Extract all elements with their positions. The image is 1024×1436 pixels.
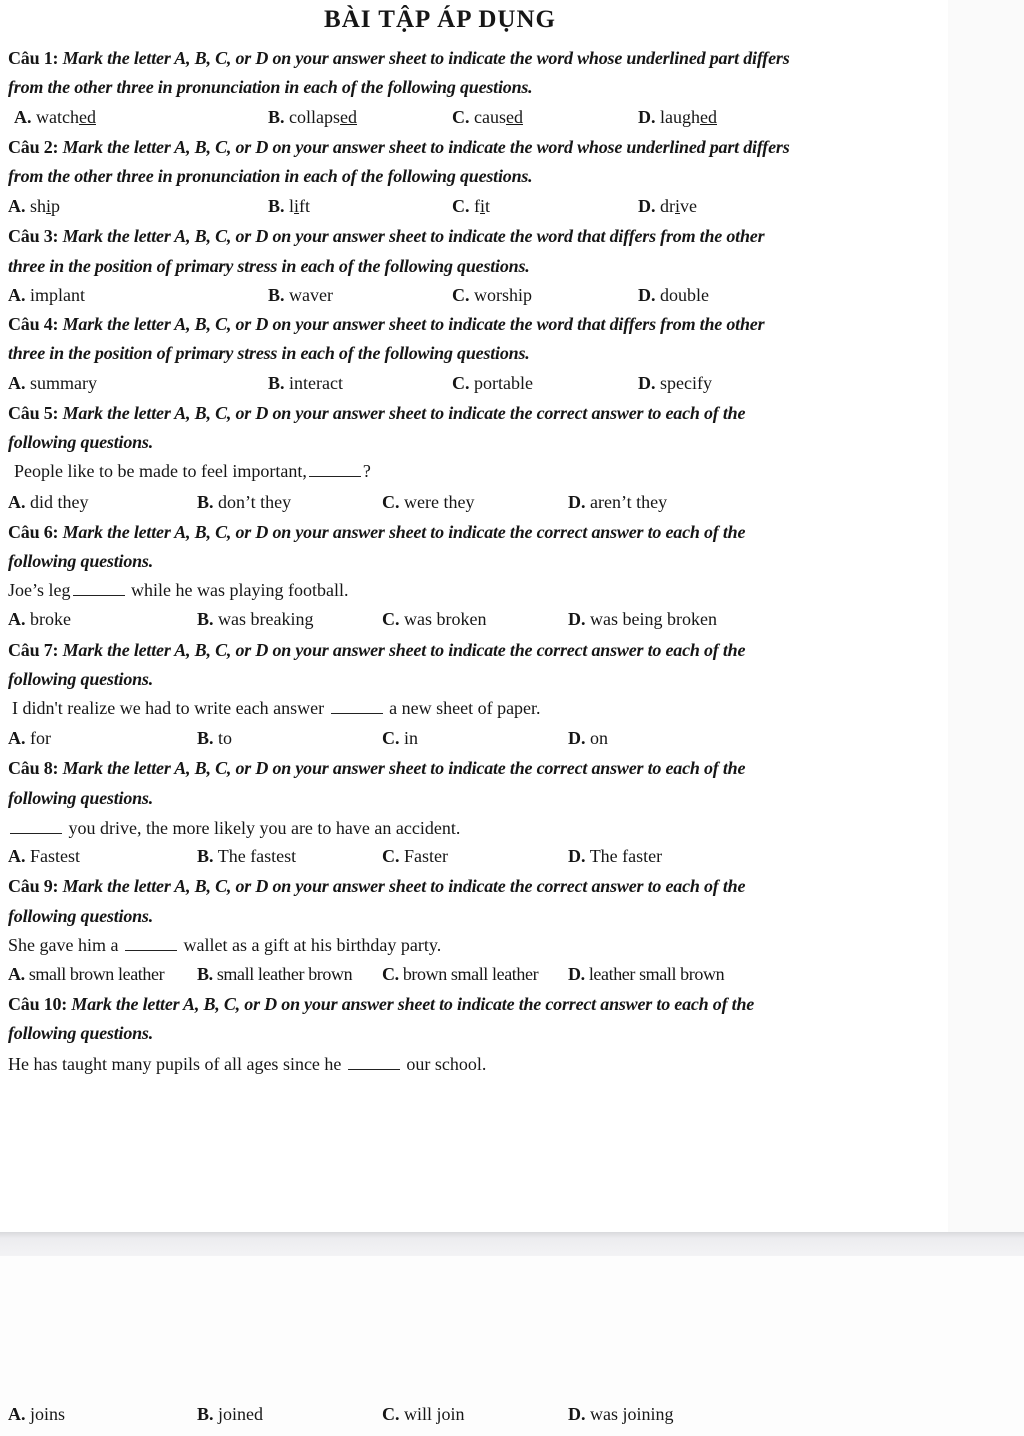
question-8-instruction: Câu 8: Mark the letter A, B, C, or D on your answer sheet to indicate the correct answer to each of the xyxy=(8,758,746,778)
q1-option-d[interactable]: D. laughed xyxy=(638,107,717,127)
page-gap xyxy=(0,1232,1024,1256)
question-label: Câu 2: xyxy=(8,137,59,157)
q7-option-a[interactable]: A. for xyxy=(8,728,51,748)
question-9-instruction: Câu 9: Mark the letter A, B, C, or D on your answer sheet to indicate the correct answer to each of the xyxy=(8,876,746,896)
answer-blank xyxy=(10,818,62,834)
q2-option-a[interactable]: A. ship xyxy=(8,196,61,216)
q4-option-c[interactable]: C. portable xyxy=(452,373,533,393)
q2-option-d[interactable]: D. drive xyxy=(638,196,698,216)
question-label: Câu 3: xyxy=(8,226,59,246)
q3-option-c[interactable]: C. worship xyxy=(452,285,532,305)
answer-blank xyxy=(348,1054,400,1070)
question-6-instruction: Câu 6: Mark the letter A, B, C, or D on your answer sheet to indicate the correct answer to each of the xyxy=(8,522,746,542)
question-6-stem: Joe’s leg while he was playing football. xyxy=(8,580,349,600)
q10-option-d[interactable]: D. was joining xyxy=(568,1404,674,1424)
question-7-instruction: Câu 7: Mark the letter A, B, C, or D on your answer sheet to indicate the correct answer to each of the xyxy=(8,640,746,660)
question-label: Câu 9: xyxy=(8,876,59,896)
question-7-instruction-cont: following questions. xyxy=(8,669,154,689)
q2-option-c[interactable]: C. fit xyxy=(452,196,491,216)
question-10-instruction: Câu 10: Mark the letter A, B, C, or D on your answer sheet to indicate the correct answer to each of the xyxy=(8,994,755,1014)
page-title: BÀI TẬP ÁP DỤNG xyxy=(324,6,556,33)
question-1-instruction-cont: from the other three in pronunciation in each of the following questions. xyxy=(8,77,533,97)
q5-option-d[interactable]: D. aren’t they xyxy=(568,492,668,512)
q10-option-c[interactable]: C. will join xyxy=(382,1404,465,1424)
q9-option-a[interactable]: A. small brown leather xyxy=(8,964,165,984)
question-label: Câu 7: xyxy=(8,640,59,660)
question-label: Câu 6: xyxy=(8,522,59,542)
q4-option-a[interactable]: A. summary xyxy=(8,373,97,393)
page-edge xyxy=(948,0,1024,1232)
q8-option-d[interactable]: D. The faster xyxy=(568,846,663,866)
question-label: Câu 5: xyxy=(8,403,59,423)
question-4-instruction-cont: three in the position of primary stress in each of the following questions. xyxy=(8,343,530,363)
q6-option-a[interactable]: A. broke xyxy=(8,609,71,629)
q9-option-d[interactable]: D. leather small brown xyxy=(568,964,725,984)
q10-option-b[interactable]: B. joined xyxy=(197,1404,264,1424)
q1-option-a[interactable]: A. watched xyxy=(14,107,96,127)
q9-option-b[interactable]: B. small leather brown xyxy=(197,964,353,984)
q4-option-b[interactable]: B. interact xyxy=(268,373,343,393)
q5-option-c[interactable]: C. were they xyxy=(382,492,475,512)
question-3-instruction-cont: three in the position of primary stress in each of the following questions. xyxy=(8,256,530,276)
question-5-stem: People like to be made to feel important, ? xyxy=(14,461,371,481)
q5-option-a[interactable]: A. did they xyxy=(8,492,89,512)
question-2-instruction-cont: from the other three in pronunciation in each of the following questions. xyxy=(8,166,533,186)
q7-option-d[interactable]: D. on xyxy=(568,728,608,748)
question-8-instruction-cont: following questions. xyxy=(8,788,154,808)
q5-option-b[interactable]: B. don’t they xyxy=(197,492,292,512)
question-10-stem: He has taught many pupils of all ages since he our school. xyxy=(8,1054,487,1074)
q3-option-d[interactable]: D. double xyxy=(638,285,709,305)
question-10-instruction-cont: following questions. xyxy=(8,1023,154,1043)
q2-option-b[interactable]: B. lift xyxy=(268,196,311,216)
q1-option-b[interactable]: B. collapsed xyxy=(268,107,358,127)
worksheet-page-2 xyxy=(0,1256,1024,1436)
q7-option-b[interactable]: B. to xyxy=(197,728,233,748)
q10-option-a[interactable]: A. joins xyxy=(8,1404,66,1424)
question-9-instruction-cont: following questions. xyxy=(8,906,154,926)
q8-option-a[interactable]: A. Fastest xyxy=(8,846,81,866)
question-8-stem: you drive, the more likely you are to have an accident. xyxy=(8,815,898,841)
q7-option-c[interactable]: C. in xyxy=(382,728,419,748)
question-label: Câu 10: xyxy=(8,994,68,1014)
question-5-instruction: Câu 5: Mark the letter A, B, C, or D on your answer sheet to indicate the correct answer to each of the xyxy=(8,403,746,423)
answer-blank xyxy=(331,698,383,714)
q3-option-a[interactable]: A. implant xyxy=(8,285,85,305)
question-3-instruction: Câu 3: Mark the letter A, B, C, or D on your answer sheet to indicate the word that differs from the other xyxy=(8,226,765,246)
question-5-instruction-cont: following questions. xyxy=(8,432,154,452)
q4-option-d[interactable]: D. specify xyxy=(638,373,712,393)
q8-option-c[interactable]: C. Faster xyxy=(382,846,448,866)
question-9-stem: She gave him a wallet as a gift at his birthday party. xyxy=(8,935,442,955)
question-7-stem: I didn't realize we had to write each answer a new sheet of paper. xyxy=(12,698,541,718)
question-label: Câu 8: xyxy=(8,758,59,778)
q3-option-b[interactable]: B. waver xyxy=(268,285,333,305)
q1-option-c[interactable]: C. caused xyxy=(452,107,523,127)
answer-blank xyxy=(125,935,177,951)
question-label: Câu 1: xyxy=(8,48,59,68)
q6-option-d[interactable]: D. was being broken xyxy=(568,609,717,629)
question-4-instruction: Câu 4: Mark the letter A, B, C, or D on your answer sheet to indicate the word that differs from the other xyxy=(8,314,765,334)
q6-option-c[interactable]: C. was broken xyxy=(382,609,487,629)
q8-option-b[interactable]: B. The fastest xyxy=(197,846,297,866)
question-2-instruction: Câu 2: Mark the letter A, B, C, or D on your answer sheet to indicate the word whose underlined part differs xyxy=(8,137,790,157)
question-6-instruction-cont: following questions. xyxy=(8,551,154,571)
q9-option-c[interactable]: C. brown small leather xyxy=(382,964,539,984)
answer-blank xyxy=(73,580,125,596)
q6-option-b[interactable]: B. was breaking xyxy=(197,609,314,629)
question-1-instruction: Câu 1: Mark the letter A, B, C, or D on your answer sheet to indicate the word whose underlined part differs xyxy=(8,48,790,68)
question-label: Câu 4: xyxy=(8,314,59,334)
answer-blank xyxy=(309,461,361,477)
